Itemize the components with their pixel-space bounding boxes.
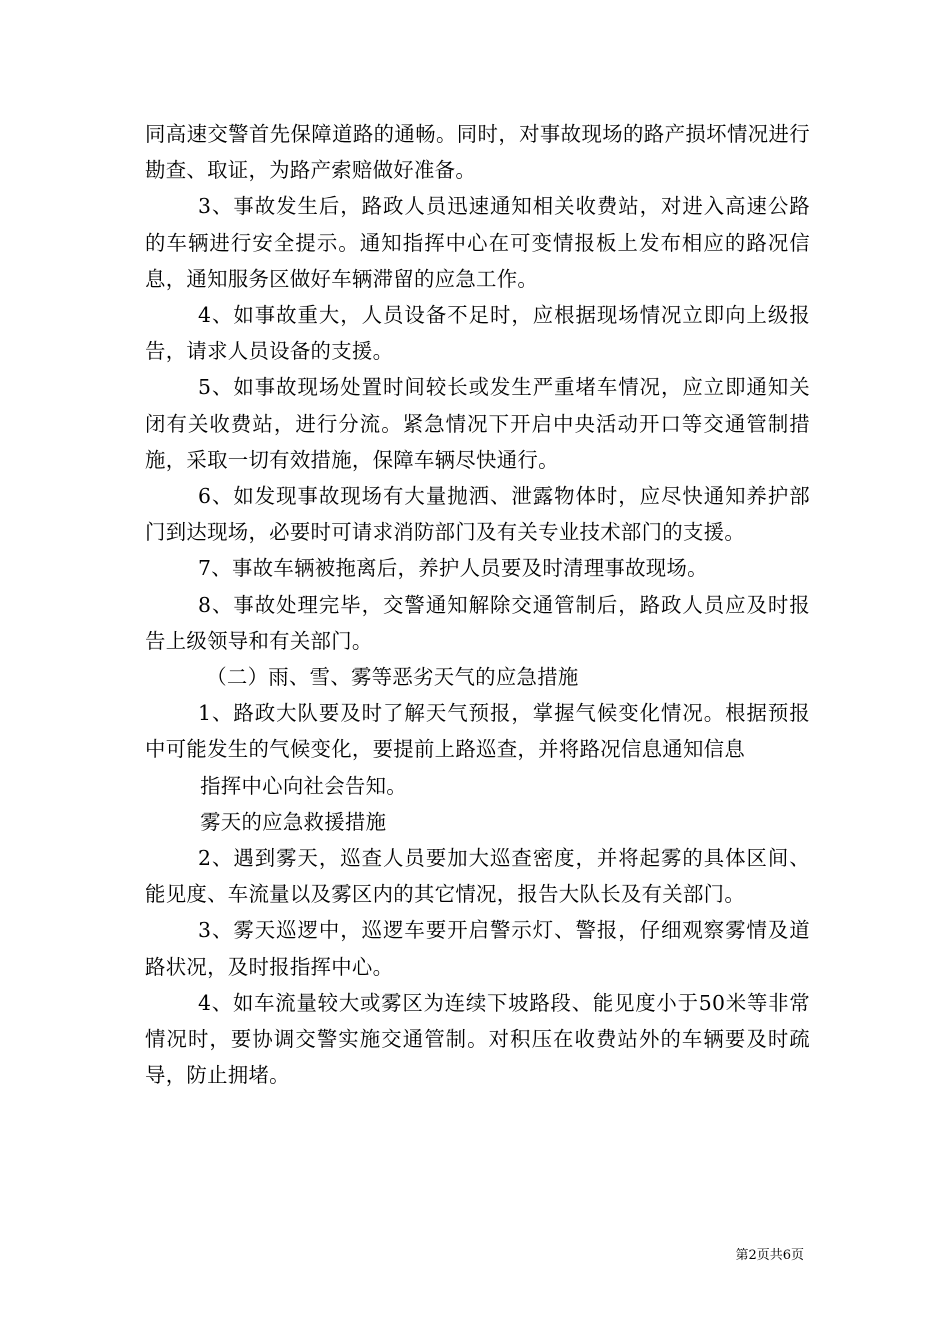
paragraph-weather-1-continued: 指挥中心向社会告知。 bbox=[200, 773, 407, 798]
document-body bbox=[145, 116, 810, 1093]
section-heading: （二）雨、雪、雾等恶劣天气的应急措施 bbox=[206, 665, 579, 690]
paragraph-item-5: 5、如事故现场处置时间较长或发生严重堵车情况，应立即通知关闭有关收费站，进行分流。紧急情况下开启中央活动开口等交通管制措施，采取一切有效措施，保障车辆尽快通行。 bbox=[145, 375, 810, 472]
subheading-fog: 雾天的应急救援措施 bbox=[200, 809, 387, 834]
paragraph-fog-2: 2、遇到雾天，巡查人员要加大巡查密度，并将起雾的具体区间、能见度、车流量以及雾区内的其它情况，报告大队长及有关部门。 bbox=[145, 846, 810, 907]
paragraph-item-6: 6、如发现事故现场有大量抛洒、泄露物体时，应尽快通知养护部门到达现场，必要时可请求消防部门及有关专业技术部门的支援。 bbox=[145, 484, 810, 545]
paragraph-item-3: 3、事故发生后，路政人员迅速通知相关收费站，对进入高速公路的车辆进行安全提示。通知指挥中心在可变情报板上发布相应的路况信息，通知服务区做好车辆滞留的应急工作。 bbox=[145, 194, 810, 291]
paragraph-item-7: 7、事故车辆被拖离后，养护人员要及时清理事故现场。 bbox=[198, 556, 708, 581]
page-number: 第2页共6页 bbox=[735, 1248, 804, 1263]
paragraph-item-8: 8、事故处理完毕，交警通知解除交通管制后，路政人员应及时报告上级领导和有关部门。 bbox=[145, 592, 810, 653]
paragraph-item-4: 4、如事故重大，人员设备不足时，应根据现场情况立即向上级报告，请求人员设备的支援。 bbox=[145, 303, 810, 364]
paragraph-continuation: 同高速交警首先保障道路的通畅。同时，对事故现场的路产损坏情况进行勘查、取证，为路产索赔做好准备。 bbox=[145, 122, 810, 183]
paragraph-fog-3: 3、雾天巡逻中，巡逻车要开启警示灯、警报，仔细观察雾情及道路状况，及时报指挥中心。 bbox=[145, 918, 810, 979]
paragraph-weather-1: 1、路政大队要及时了解天气预报，掌握气候变化情况。根据预报中可能发生的气候变化，要提前上路巡查，并将路况信息通知信息 bbox=[145, 701, 810, 762]
paragraph-fog-4: 4、如车流量较大或雾区为连续下坡路段、能见度小于50米等非常情况时，要协调交警实施交通管制。对积压在收费站外的车辆要及时疏导，防止拥堵。 bbox=[145, 990, 810, 1088]
